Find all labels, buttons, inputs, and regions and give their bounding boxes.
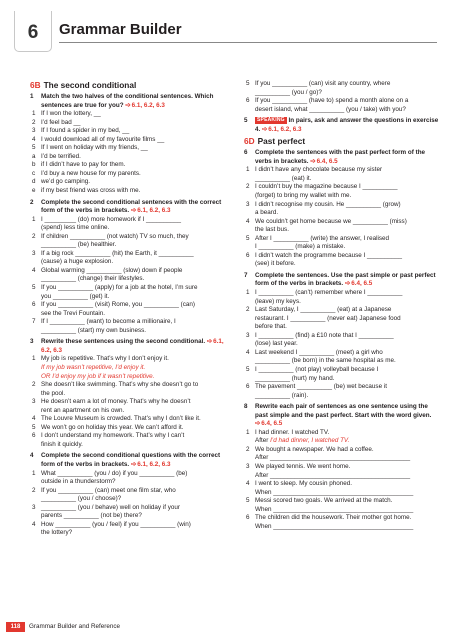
example-answer: If my job wasn’t repetitive, I’d enjoy it. bbox=[41, 363, 146, 371]
item-continuation bbox=[244, 106, 439, 115]
item-continuation bbox=[244, 226, 439, 235]
item-text: I didn’t recognise my cousin. He __________ (grow) bbox=[255, 200, 401, 208]
item-continuation bbox=[30, 512, 224, 521]
item-number: 6 bbox=[246, 514, 250, 522]
instruction-text: In pairs, ask and answer the questions in exercise 4. bbox=[255, 117, 439, 133]
item-text: the lottery? bbox=[41, 529, 73, 537]
item-text: desert island, what __________ (you / take) with you? bbox=[255, 105, 406, 113]
item-number: 7 bbox=[32, 318, 36, 326]
item-number: b bbox=[32, 161, 36, 169]
item-text: The Louvre Museum is crowded. That’s why I don’t like it. bbox=[41, 415, 201, 423]
item-continuation bbox=[244, 89, 439, 98]
item-text: I went to sleep. My cousin phoned. bbox=[255, 480, 352, 488]
exercise-item bbox=[244, 235, 439, 244]
item-continuation bbox=[244, 523, 439, 532]
item-text: __________ (be born) in the same hospital as me. bbox=[255, 357, 396, 365]
exercise-item bbox=[30, 504, 224, 513]
item-text: (spend) less time online. bbox=[41, 224, 110, 232]
item-text: What __________ (you / do) if you __________ (be) bbox=[41, 469, 188, 477]
grammar-reference bbox=[255, 420, 282, 427]
exercise-item bbox=[30, 521, 224, 530]
reference-arrow-icon: ➩ bbox=[206, 338, 213, 346]
exercise-item bbox=[244, 514, 439, 523]
item-number: 6 bbox=[246, 383, 250, 391]
exercise-instruction bbox=[30, 452, 224, 469]
grammar-reference bbox=[310, 158, 337, 165]
grammar-reference bbox=[131, 207, 171, 214]
exercise-item bbox=[30, 110, 224, 119]
item-number: 2 bbox=[32, 118, 36, 126]
item-text: After ________________________________________ bbox=[255, 454, 411, 462]
item-number: 6 bbox=[246, 251, 250, 259]
reference-codes: 6.4, 6.5 bbox=[316, 157, 338, 165]
item-number: 6 bbox=[32, 432, 36, 440]
item-continuation bbox=[244, 375, 439, 384]
reference-arrow-icon: ➩ bbox=[130, 460, 137, 468]
item-number: 5 bbox=[246, 80, 250, 87]
item-number: 1 bbox=[32, 469, 36, 477]
exercise-item bbox=[30, 136, 224, 145]
instruction-text: Complete the sentences with the past perfect form of the verbs in brackets. bbox=[255, 149, 426, 165]
instruction-text: Rewrite these sentences using the second conditional. bbox=[41, 338, 206, 346]
item-continuation bbox=[244, 243, 439, 252]
exercise-number: 6 bbox=[244, 149, 248, 157]
section-code: 6D bbox=[244, 136, 255, 147]
item-text: We played tennis. We went home. bbox=[255, 462, 351, 470]
item-text: parents __________ (not be) there? bbox=[41, 512, 142, 520]
item-text: rent an apartment on his own. bbox=[41, 406, 125, 414]
item-number: 2 bbox=[32, 486, 36, 494]
item-number: 5 bbox=[246, 234, 250, 242]
reference-arrow-icon: ➩ bbox=[125, 101, 131, 109]
exercise-item bbox=[30, 216, 224, 225]
item-number: 4 bbox=[32, 135, 36, 143]
item-text: I’d buy a new house for my parents. bbox=[41, 169, 141, 177]
item-text: the pool. bbox=[41, 389, 66, 397]
reference-codes: 6.1, 6.2, 6.3 bbox=[131, 101, 165, 109]
footer-title: Grammar Builder and Reference bbox=[29, 623, 120, 630]
item-text: The pavement __________ (be) wet because it bbox=[255, 383, 387, 391]
item-number: e bbox=[32, 187, 36, 195]
exercise-item bbox=[244, 446, 439, 455]
exercise-item bbox=[30, 381, 224, 390]
exercise-item bbox=[30, 187, 224, 196]
section-title: The second conditional bbox=[43, 80, 137, 90]
item-continuation bbox=[244, 454, 439, 463]
item-number: 3 bbox=[32, 398, 36, 406]
item-continuation bbox=[30, 529, 224, 538]
reference-arrow-icon: ➩ bbox=[344, 280, 351, 288]
item-number: 1 bbox=[246, 289, 250, 297]
exercise-number: 5 bbox=[244, 117, 248, 125]
item-text: My job is repetitive. That’s why I don’t enjoy it. bbox=[41, 355, 169, 363]
exercise-item bbox=[30, 153, 224, 162]
item-continuation bbox=[244, 437, 439, 446]
item-number: 2 bbox=[246, 306, 250, 314]
item-text: we’d go camping. bbox=[41, 178, 91, 186]
item-number: 4 bbox=[246, 348, 250, 356]
reference-arrow-icon: ➩ bbox=[262, 125, 268, 133]
reference-arrow-icon: ➩ bbox=[255, 420, 261, 428]
exercise-instruction bbox=[30, 93, 224, 110]
page-header bbox=[0, 0, 449, 74]
exercise-item bbox=[30, 355, 224, 364]
item-continuation bbox=[30, 495, 224, 504]
item-number: 1 bbox=[32, 355, 36, 363]
speaking-badge: SPEAKING bbox=[257, 117, 285, 124]
grammar-reference bbox=[345, 280, 372, 287]
exercise-item bbox=[244, 429, 439, 438]
item-text: I don’t understand my homework. That’s why I can’t bbox=[41, 432, 185, 440]
item-text: We bought a newspaper. We had a coffee. bbox=[255, 445, 374, 453]
item-text: if my best friend was cross with me. bbox=[41, 187, 141, 195]
item-continuation bbox=[244, 323, 439, 332]
item-continuation bbox=[30, 478, 224, 487]
exercise-item bbox=[30, 233, 224, 242]
item-text: If you __________ (have to) spend a month alone on a bbox=[255, 97, 409, 105]
item-continuation bbox=[30, 241, 224, 250]
item-text: I’d feel bad __ bbox=[41, 118, 81, 126]
instruction-text: Complete the sentences. Use the past simple or past perfect form of the verbs in brackets. bbox=[255, 271, 436, 288]
item-text: I __________ (find) a £10 note that I __________ bbox=[255, 331, 394, 339]
item-number: 4 bbox=[32, 415, 36, 423]
example-answer: I’d had dinner, I watched TV. bbox=[270, 437, 350, 445]
exercise-instruction bbox=[30, 338, 224, 355]
exercise-item bbox=[30, 267, 224, 276]
item-text: if I didn’t have to pay for them. bbox=[41, 161, 126, 169]
exercise-item bbox=[244, 349, 439, 358]
item-number: 2 bbox=[32, 232, 36, 240]
item-text: If you __________ (visit) Rome, you __________ (can) bbox=[41, 301, 196, 309]
item-continuation bbox=[30, 258, 224, 267]
item-text: you __________ (get) it. bbox=[41, 292, 110, 300]
item-continuation bbox=[244, 472, 439, 481]
exercise-instruction bbox=[244, 149, 439, 166]
item-text: If you __________ (apply) for a job at the hotel, I’m sure bbox=[41, 284, 198, 292]
exercise-instruction bbox=[244, 272, 439, 289]
exercise-instruction bbox=[244, 117, 439, 134]
item-continuation bbox=[244, 392, 439, 401]
exercise-item bbox=[30, 470, 224, 479]
item-text: The children did the housework. Their mother got home. bbox=[255, 514, 412, 522]
item-text: __________ (be) healthier. bbox=[41, 241, 117, 249]
item-text: I couldn’t buy the magazine because I __________ bbox=[255, 183, 398, 191]
reference-codes: 6.1, 6.2, 6.3 bbox=[41, 338, 224, 354]
item-text: I’d be terrified. bbox=[41, 152, 81, 160]
reference-codes: 6.1, 6.2, 6.3 bbox=[137, 207, 171, 215]
instruction-text: Match the two halves of the conditional sentences. Which sentences are true for you? bbox=[41, 93, 214, 109]
item-text: If you __________ (can) meet one film star, who bbox=[41, 486, 176, 494]
item-text: We couldn’t get home because we __________ (miss) bbox=[255, 217, 407, 225]
exercise-number: 7 bbox=[244, 271, 248, 279]
header-rule bbox=[59, 42, 437, 43]
item-number: 4 bbox=[246, 217, 250, 225]
item-number: 3 bbox=[246, 331, 250, 339]
item-text: When ________________________________________ bbox=[255, 488, 414, 496]
page-number: 118 bbox=[6, 622, 25, 632]
item-continuation bbox=[30, 224, 224, 233]
item-number: 6 bbox=[246, 97, 250, 105]
item-number: 2 bbox=[246, 183, 250, 191]
reference-codes: 6.4, 6.5 bbox=[261, 420, 283, 428]
item-text: I would download all of my favourite films __ bbox=[41, 135, 165, 143]
section-code: 6B bbox=[30, 80, 41, 90]
item-text: We won’t go on holiday this year. We can’t afford it. bbox=[41, 423, 184, 431]
exercise-item bbox=[30, 284, 224, 293]
item-text: I __________ (make) a mistake. bbox=[255, 243, 346, 251]
item-text: the last bus. bbox=[255, 226, 289, 234]
item-number: 5 bbox=[32, 144, 36, 152]
item-number: 2 bbox=[246, 445, 250, 453]
item-text: finish it quickly. bbox=[41, 440, 83, 448]
instruction-text: Rewrite each pair of sentences as one sentence using the past simple and the past perfect. Start with the word given. bbox=[255, 403, 432, 419]
exercise-item bbox=[30, 144, 224, 153]
item-number: 3 bbox=[32, 503, 36, 511]
item-number: 5 bbox=[32, 284, 36, 292]
item-number: 3 bbox=[32, 127, 36, 135]
exercise-item bbox=[244, 289, 439, 298]
item-text: When ________________________________________ bbox=[255, 505, 414, 513]
item-text: I __________ (can’t) remember where I __________ bbox=[255, 289, 403, 297]
exercise-item bbox=[30, 318, 224, 327]
item-text: Last Saturday, I __________ (eat) at a Japanese bbox=[255, 306, 392, 314]
example-answer: OR I’d enjoy my job if it wasn’t repetitive. bbox=[41, 372, 155, 380]
item-continuation bbox=[30, 310, 224, 319]
exercise-item bbox=[244, 332, 439, 341]
section-title: Past perfect bbox=[257, 136, 306, 147]
item-text: __________ (start) my own business. bbox=[41, 326, 147, 334]
item-text: I had dinner. I watched TV. bbox=[255, 428, 330, 436]
exercise-item bbox=[244, 201, 439, 210]
exercise-item bbox=[244, 480, 439, 489]
item-number: 1 bbox=[32, 215, 36, 223]
exercise-item bbox=[30, 250, 224, 259]
exercise-item bbox=[244, 383, 439, 392]
exercise-item bbox=[244, 366, 439, 375]
item-continuation bbox=[30, 293, 224, 302]
item-continuation bbox=[244, 175, 439, 184]
item-number: a bbox=[32, 152, 36, 160]
exercise-number: 4 bbox=[30, 452, 34, 460]
grammar-reference bbox=[262, 126, 302, 133]
right-column bbox=[244, 80, 439, 531]
page-title: Grammar Builder bbox=[59, 21, 182, 38]
item-continuation bbox=[244, 340, 439, 349]
item-text: (lose) last year. bbox=[255, 340, 298, 348]
item-number: 6 bbox=[32, 301, 36, 309]
reference-arrow-icon: ➩ bbox=[310, 157, 316, 165]
section-heading bbox=[244, 136, 439, 146]
item-text: If I __________ (want) to become a millionaire, I bbox=[41, 318, 176, 326]
item-text: He doesn’t earn a lot of money. That’s why he doesn’t bbox=[41, 398, 191, 406]
item-text: I didn’t watch the programme because I __________ bbox=[255, 251, 403, 259]
item-text: Global warming __________ (slow) down if people bbox=[41, 266, 183, 274]
item-text: (leave) my keys. bbox=[255, 297, 301, 305]
item-text: __________ (you / behave) well on holiday if your bbox=[41, 503, 180, 511]
exercise-number: 8 bbox=[244, 403, 248, 411]
exercise-item bbox=[30, 487, 224, 496]
item-text: When ________________________________________ bbox=[255, 522, 414, 530]
item-number: 5 bbox=[246, 497, 250, 505]
exercise-item bbox=[30, 119, 224, 128]
reference-arrow-icon: ➩ bbox=[130, 207, 137, 215]
item-text: Last weekend I __________ (meet) a girl who bbox=[255, 348, 383, 356]
item-continuation bbox=[244, 506, 439, 515]
item-text: How __________ (you / feel) if you __________ (win) bbox=[41, 520, 191, 528]
unit-number-tab: 6 bbox=[14, 11, 52, 52]
item-text: After ________________________________________ bbox=[255, 471, 411, 479]
item-continuation bbox=[30, 441, 224, 450]
item-number: 1 bbox=[32, 110, 36, 118]
exercise-item bbox=[30, 161, 224, 170]
item-text: __________ (change) their lifestyles. bbox=[41, 275, 145, 283]
exercise-item bbox=[30, 415, 224, 424]
item-text: She doesn’t like swimming. That’s why she doesn’t go to bbox=[41, 381, 199, 389]
reference-codes: 6.4, 6.5 bbox=[351, 280, 373, 288]
item-continuation bbox=[30, 407, 224, 416]
exercise-item bbox=[244, 463, 439, 472]
item-continuation bbox=[244, 357, 439, 366]
item-continuation bbox=[244, 298, 439, 307]
exercise-item bbox=[244, 218, 439, 227]
item-continuation bbox=[244, 489, 439, 498]
instruction-text: Complete the second conditional sentences with the correct form of the verbs in brackets. bbox=[41, 198, 222, 215]
exercise-item bbox=[30, 178, 224, 187]
item-text: If I found a spider in my bed, __ bbox=[41, 127, 130, 135]
exercise-instruction bbox=[244, 403, 439, 429]
grammar-reference bbox=[131, 461, 171, 468]
item-text: restaurant. I __________ (never eat) Japanese food bbox=[255, 314, 401, 322]
exercise-item bbox=[30, 127, 224, 136]
item-number: 3 bbox=[246, 462, 250, 470]
item-number: d bbox=[32, 178, 36, 186]
item-text: __________ (rain). bbox=[255, 391, 309, 399]
item-number: 1 bbox=[246, 166, 250, 174]
item-text: before that. bbox=[255, 323, 287, 331]
item-text: I _________ (do) more homework if I __________ bbox=[41, 215, 182, 223]
item-text: outside in a thunderstorm? bbox=[41, 478, 116, 486]
exercise-item bbox=[30, 432, 224, 441]
exercise-item bbox=[30, 301, 224, 310]
left-column bbox=[30, 80, 224, 538]
item-text: I didn’t have any chocolate because my sister bbox=[255, 166, 383, 174]
item-text: __________ (eat) it. bbox=[255, 174, 312, 182]
item-number: c bbox=[32, 169, 36, 177]
exercise-item bbox=[244, 97, 439, 106]
item-text: see the Trevi Fountain. bbox=[41, 309, 106, 317]
item-number: 5 bbox=[32, 423, 36, 431]
exercise-item bbox=[30, 424, 224, 433]
instruction-text: Complete the second conditional questions with the correct form of the verbs in brackets. bbox=[41, 452, 221, 468]
item-text: Messi scored two goals. We arrived at the match. bbox=[255, 497, 393, 505]
item-continuation bbox=[244, 209, 439, 218]
item-number: 4 bbox=[246, 480, 250, 488]
exercise-item bbox=[244, 306, 439, 315]
item-continuation bbox=[244, 315, 439, 324]
item-number: 5 bbox=[246, 365, 250, 373]
exercise-number: 3 bbox=[30, 338, 34, 346]
section-heading bbox=[30, 80, 224, 90]
reference-codes: 6.1, 6.2, 6.3 bbox=[137, 460, 171, 468]
grammar-reference bbox=[125, 102, 165, 109]
exercise-item bbox=[244, 80, 439, 89]
item-number: 2 bbox=[32, 381, 36, 389]
item-text: If you __________ (can) visit any country, where bbox=[255, 80, 391, 87]
item-text: a beard. bbox=[255, 209, 279, 217]
item-text: I __________ (not play) volleyball because I bbox=[255, 365, 379, 373]
item-text: (forget) to bring my wallet with me. bbox=[255, 192, 352, 200]
item-number: 3 bbox=[246, 200, 250, 208]
item-continuation bbox=[30, 390, 224, 399]
item-text: __________ (you / go)? bbox=[255, 88, 322, 96]
item-text: If a big rock __________ (hit) the Earth, it __________ bbox=[41, 249, 194, 257]
item-continuation bbox=[30, 275, 224, 284]
item-number: 4 bbox=[32, 520, 36, 528]
item-text: (see) it before. bbox=[255, 260, 296, 268]
item-text: If I won the lottery, __ bbox=[41, 110, 101, 118]
item-text: If children __________ (not watch) TV so much, they bbox=[41, 232, 189, 240]
item-text: If I went on holiday with my friends, __ bbox=[41, 144, 148, 152]
exercise-item bbox=[244, 497, 439, 506]
item-continuation bbox=[30, 327, 224, 336]
item-continuation bbox=[244, 192, 439, 201]
exercise-item bbox=[30, 398, 224, 407]
exercise-item bbox=[244, 252, 439, 261]
item-number: 1 bbox=[246, 428, 250, 436]
exercise-instruction bbox=[30, 199, 224, 216]
item-continuation bbox=[244, 260, 439, 269]
item-text: __________ (hurt) my hand. bbox=[255, 374, 335, 382]
reference-codes: 6.1, 6.2, 6.3 bbox=[268, 125, 302, 133]
item-text: (cause) a huge explosion. bbox=[41, 258, 114, 266]
exercise-number: 2 bbox=[30, 198, 34, 206]
exercise-item bbox=[244, 166, 439, 175]
item-number: 3 bbox=[32, 249, 36, 257]
page-footer bbox=[0, 621, 449, 633]
item-text: After bbox=[255, 437, 271, 445]
exercise-item bbox=[30, 170, 224, 179]
exercise-number: 1 bbox=[30, 93, 34, 100]
item-text: After I __________ (write) the answer, I realised bbox=[255, 234, 390, 242]
item-text: __________ (you / choose)? bbox=[41, 495, 122, 503]
item-number: 4 bbox=[32, 266, 36, 274]
exercise-item bbox=[244, 183, 439, 192]
